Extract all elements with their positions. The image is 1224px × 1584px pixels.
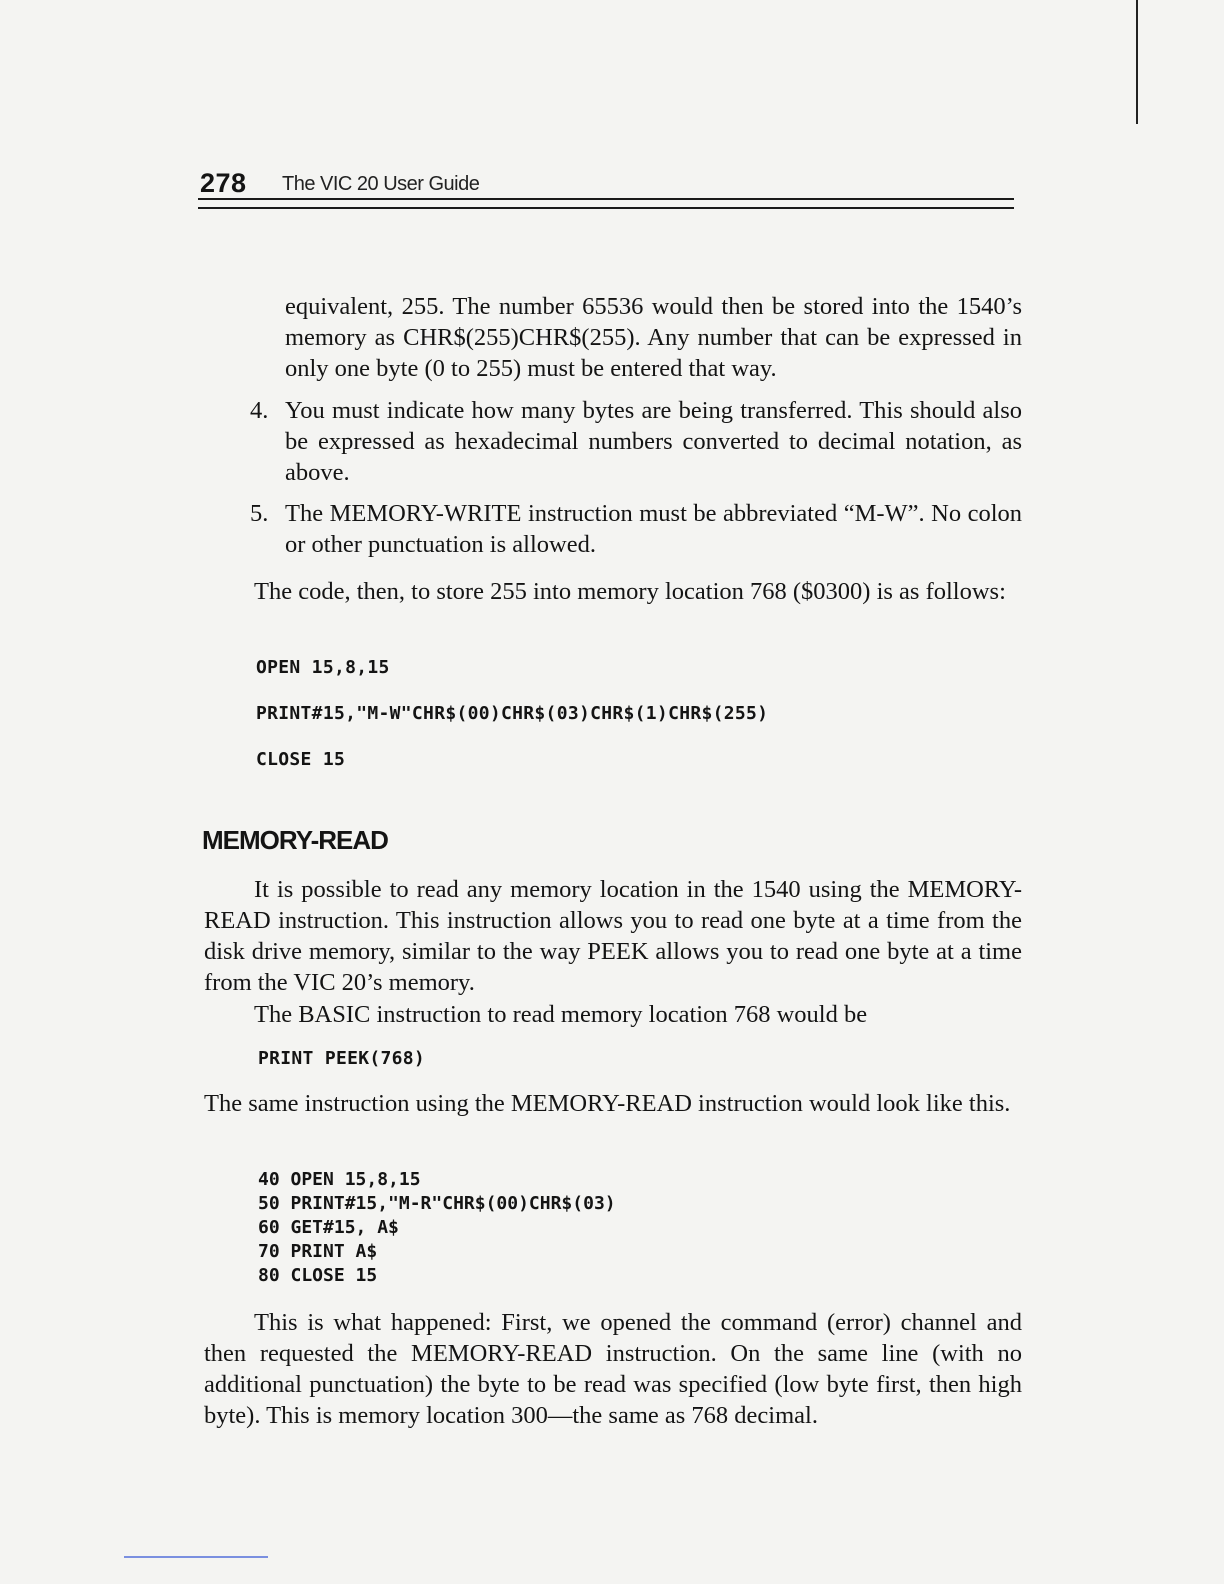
scan-mark bbox=[124, 1556, 268, 1558]
explanation-paragraph: This is what happened: First, we opened the command (error) channel and then requested the MEMORY-READ instruction. On the same line (with no additional punctuation) the byte to be read was specified (low byte first, then high byte). This is memory location 300—the same as 768 decimal. bbox=[204, 1309, 1022, 1429]
section-heading: MEMORY-READ bbox=[202, 825, 388, 855]
memory-read-paragraph bbox=[204, 874, 1022, 998]
code-line: CLOSE 15 bbox=[256, 749, 346, 770]
code-line: 40 OPEN 15,8,15 bbox=[258, 1169, 421, 1190]
code-line: 50 PRINT#15,"M-R"CHR$(00)CHR$(03) bbox=[258, 1193, 616, 1214]
code-block bbox=[258, 1168, 616, 1288]
header-rule-bottom bbox=[198, 207, 1014, 209]
code-line: PRINT#15,"M-W"CHR$(00)CHR$(03)CHR$(1)CHR$(255) bbox=[256, 703, 769, 724]
continuation-paragraph: equivalent, 255. The number 65536 would then be stored into the 1540’s memory as CHR$(255)CHR$(255). Any number that can be expressed in only one byte (0 to 255) must be entered that way. bbox=[285, 293, 1022, 382]
page-number: 278 bbox=[200, 168, 247, 198]
code-line: OPEN 15,8,15 bbox=[256, 657, 390, 678]
code-line: PRINT PEEK(768) bbox=[258, 1048, 426, 1069]
code-line: 70 PRINT A$ bbox=[258, 1241, 378, 1262]
memory-read-paragraph-text: It is possible to read any memory location in the 1540 using the MEMORY-READ instruction. This instruction allows you to read one byte at a time from the disk drive memory, similar to the way PEEK allows you to read one byte at a time from the VIC 20’s memory. bbox=[204, 876, 1022, 996]
list-item-number: 4. bbox=[250, 397, 269, 424]
header-rule-top bbox=[198, 198, 1014, 200]
list-item-text: The MEMORY-WRITE instruction must be abbreviated “M-W”. No colon or other punctuation is allowed. bbox=[285, 500, 1022, 558]
page-header bbox=[200, 168, 1014, 198]
basic-instruction-paragraph: The BASIC instruction to read memory location 768 would be bbox=[254, 1001, 868, 1028]
list-item-text: You must indicate how many bytes are being transferred. This should also be expressed as hexadecimal numbers converted to decimal notation, as above. bbox=[285, 397, 1022, 486]
code-line: 80 CLOSE 15 bbox=[258, 1265, 378, 1286]
same-instruction-paragraph: The same instruction using the MEMORY-READ instruction would look like this. bbox=[204, 1090, 1011, 1117]
list-item-number: 5. bbox=[250, 500, 269, 527]
code-intro-paragraph: The code, then, to store 255 into memory location 768 ($0300) is as follows: bbox=[254, 578, 1006, 605]
page-edge-line bbox=[1136, 0, 1138, 124]
book-title: The VIC 20 User Guide bbox=[282, 173, 480, 195]
code-line: 60 GET#15, A$ bbox=[258, 1217, 399, 1238]
